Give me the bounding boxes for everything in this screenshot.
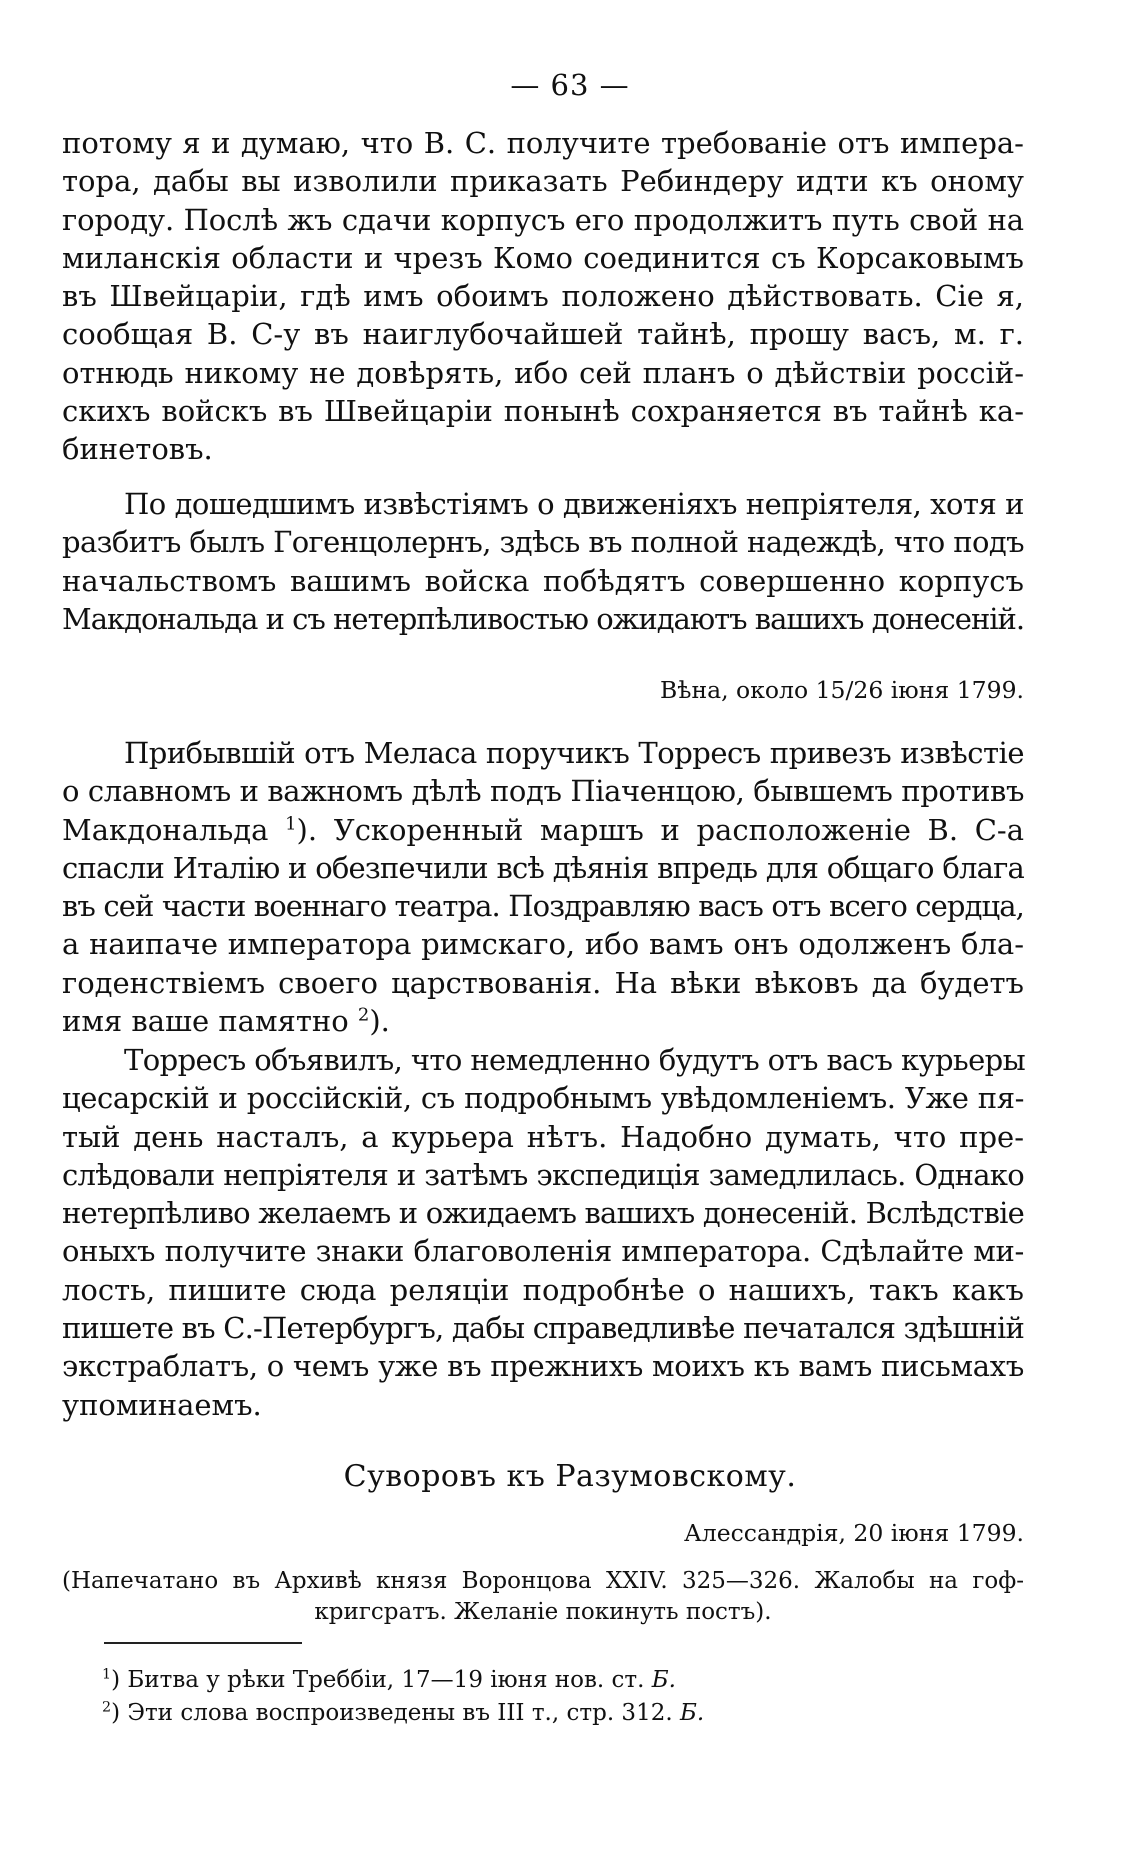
paragraph-2 bbox=[62, 485, 1024, 638]
text-line: пишете въ С.-Петербургъ, дабы справедливѣе печатался здѣшній bbox=[62, 1311, 1024, 1346]
note-line: (Напечатано въ Архивѣ князя Воронцова XXIV. 325—326. Жалобы на гоф- bbox=[62, 1568, 1024, 1594]
footnote-signature: Б. bbox=[651, 1667, 676, 1693]
text-line: сообщая В. С-у въ наиглубочайшей тайнѣ, прошу васъ, м. г. bbox=[62, 317, 1024, 352]
text-line: отнюдь никому не довѣрять, ибо сей планъ о дѣйствіи россій- bbox=[62, 355, 1024, 390]
text-line: Макдональда и съ нетерпѣливостью ожидаютъ вашихъ донесеній. bbox=[62, 601, 1025, 636]
footnote-ref[interactable]: 2 bbox=[357, 1004, 370, 1026]
paragraph-1 bbox=[62, 124, 1024, 469]
note-line: кригсратъ. Желаніе покинуть постъ). bbox=[314, 1599, 772, 1625]
text-line: нетерпѣливо желаемъ и ожидаемъ вашихъ донесеній. Вслѣдствіе bbox=[62, 1196, 1024, 1231]
text-line: тый день насталъ, а курьера нѣтъ. Надобно думать, что пре- bbox=[62, 1119, 1024, 1154]
text-line: въ сей части военнаго театра. Поздравляю васъ отъ всего сердца, bbox=[62, 889, 1024, 924]
text-line: городу. Послѣ жъ сдачи корпусъ его продолжитъ путь свой на bbox=[62, 202, 1024, 237]
text-segment: Макдональда bbox=[62, 812, 269, 847]
footnote-ref[interactable]: 1 bbox=[285, 812, 297, 834]
text-line: потому я и думаю, что В. С. получите требованіе отъ импера- bbox=[62, 126, 1024, 160]
text-segment: ). Ускоренный маршъ и расположеніе В. С-а bbox=[296, 812, 1025, 847]
text-segment: имя ваше памятно bbox=[62, 1004, 349, 1039]
text-line: тора, дабы вы изволили приказать Ребиндеру идти къ оному bbox=[62, 164, 1024, 199]
text-segment: ). bbox=[369, 1004, 390, 1039]
footnote-mark: 2 bbox=[102, 1699, 112, 1716]
page-number: — 63 — bbox=[510, 68, 630, 102]
text-line: разбитъ былъ Гогенцолернъ, здѣсь въ полной надеждѣ, что подъ bbox=[62, 525, 1024, 560]
footnote-signature: Б. bbox=[679, 1700, 705, 1726]
letter-heading: Суворовъ къ Разумовскому. bbox=[343, 1459, 797, 1494]
text-line: скихъ войскъ въ Швейцаріи понынѣ сохраняется въ тайнѣ ка- bbox=[62, 394, 1024, 429]
paragraph-3 bbox=[62, 734, 1024, 1040]
paragraph-4 bbox=[62, 1041, 1024, 1424]
footnote-divider bbox=[104, 1642, 302, 1644]
text-line: цесарскій и россійскій, съ подробнымъ увѣдомленіемъ. Уже пя- bbox=[62, 1081, 1024, 1116]
source-note bbox=[62, 1566, 1024, 1628]
text-line: слѣдовали непріятеля и затѣмъ экспедиція замедлилась. Однако bbox=[62, 1157, 1024, 1192]
footnote-2 bbox=[102, 1697, 1002, 1730]
dateline-alessandria: Алессандрія, 20 іюня 1799. bbox=[683, 1519, 1024, 1547]
text-line bbox=[62, 811, 1024, 849]
text-line: бинетовъ. bbox=[62, 432, 213, 467]
text-line: экстраблатъ, о чемъ уже въ прежнихъ моихъ къ вамъ письмахъ bbox=[62, 1349, 1024, 1384]
dateline-vienna: Вѣна, около 15/26 іюня 1799. bbox=[660, 676, 1024, 704]
text-line: миланскія области и чрезъ Комо соединится съ Корсаковымъ bbox=[62, 240, 1024, 275]
text-line: По дошедшимъ извѣстіямъ о движеніяхъ непріятеля, хотя и bbox=[124, 487, 1024, 521]
text-line: годенствіемъ своего царствованія. На вѣки вѣковъ да будетъ bbox=[62, 965, 1024, 1000]
text-line: въ Швейцаріи, гдѣ имъ обоимъ положено дѣйствовать. Сіе я, bbox=[62, 279, 1024, 314]
text-line bbox=[62, 1002, 1024, 1040]
text-line: а наипаче императора римскаго, ибо вамъ онъ одолженъ бла- bbox=[62, 927, 1024, 962]
text-line: Торресъ объявилъ, что немедленно будутъ отъ васъ курьеры bbox=[124, 1043, 1026, 1077]
footnote-mark: 1 bbox=[102, 1666, 112, 1683]
footnote-text: ) Битва у рѣки Треббіи, 17—19 іюня нов. ст. bbox=[111, 1667, 645, 1693]
text-line: упоминаемъ. bbox=[62, 1387, 262, 1422]
text-line: лость, пишите сюда реляціи подробнѣе о нашихъ, такъ какъ bbox=[62, 1272, 1024, 1307]
text-line: спасли Италію и обезпечили всѣ дѣянія впредь для общаго блага bbox=[62, 850, 1024, 885]
text-line: Прибывшій отъ Меласа поручикъ Торресъ привезъ извѣстіе bbox=[124, 736, 1024, 770]
text-line: начальствомъ вашимъ войска побѣдятъ совершенно корпусъ bbox=[62, 563, 1024, 598]
text-line: о славномъ и важномъ дѣлѣ подъ Піаченцою, бывшемъ противъ bbox=[62, 774, 1024, 809]
text-line: оныхъ получите знаки благоволенія императора. Сдѣлайте ми- bbox=[62, 1234, 1024, 1269]
footnote-1 bbox=[102, 1664, 1002, 1697]
footnote-text: ) Эти слова воспроизведены въ III т., стр. 312. bbox=[111, 1700, 673, 1726]
